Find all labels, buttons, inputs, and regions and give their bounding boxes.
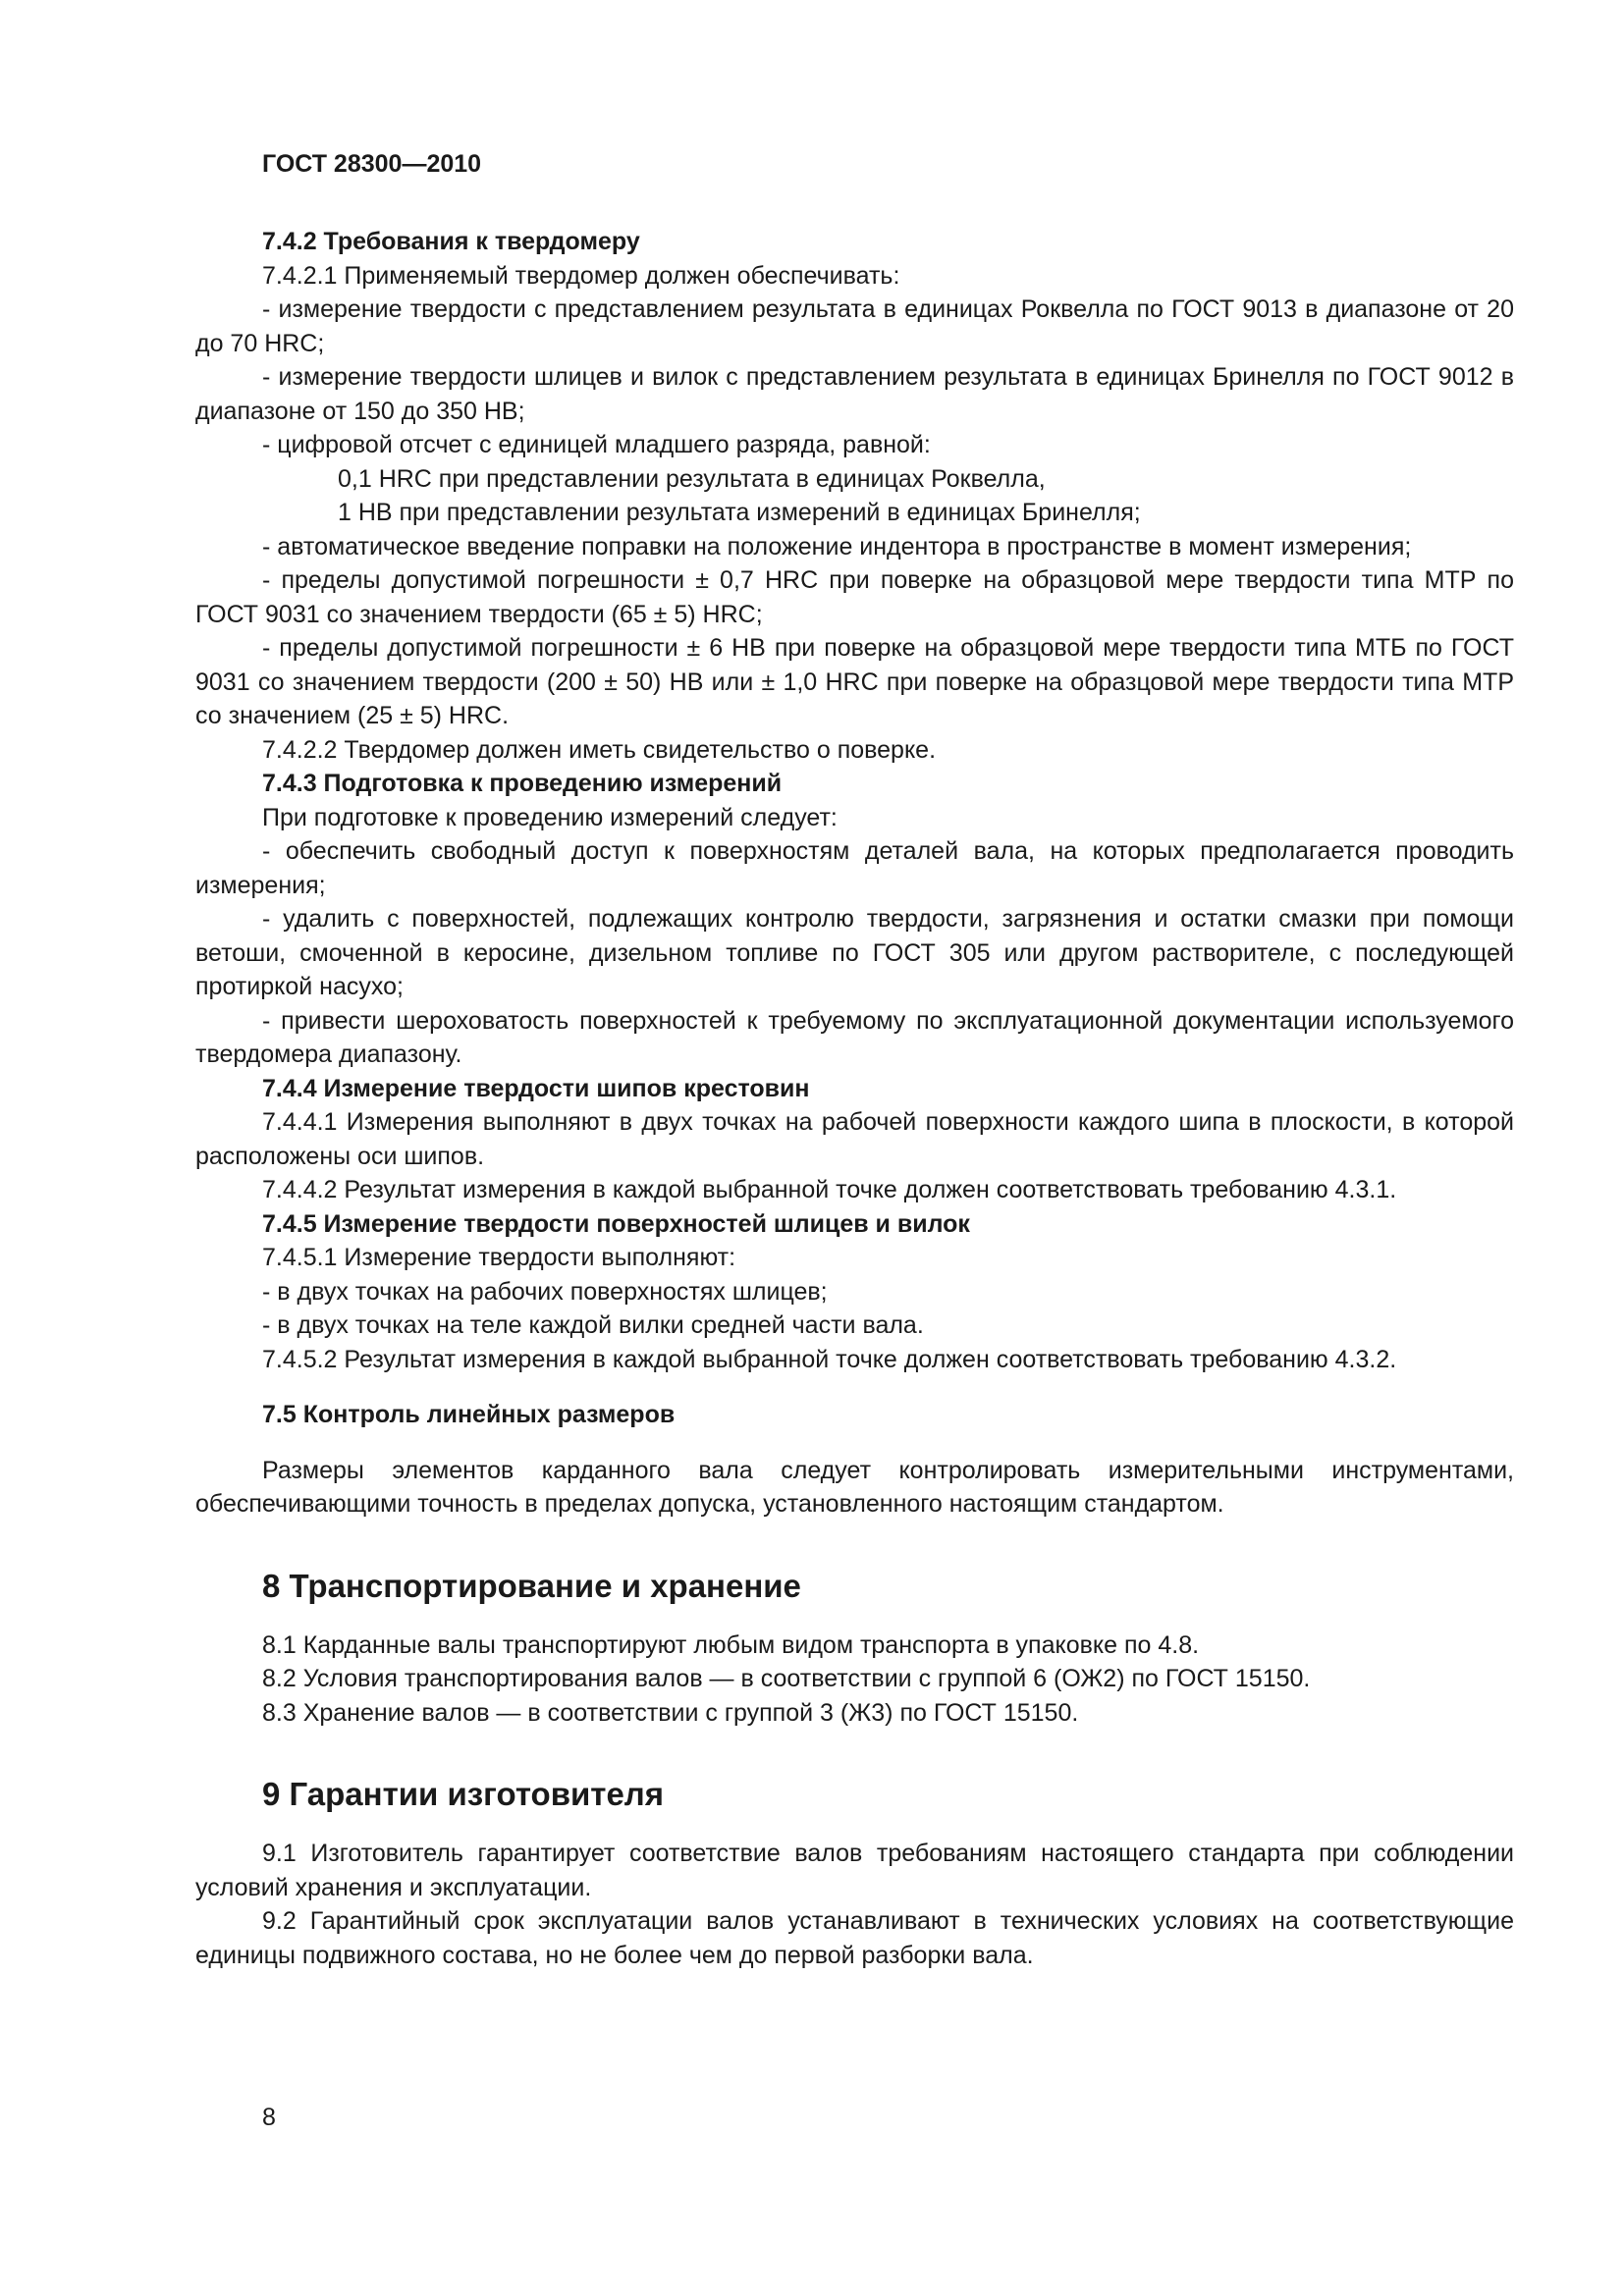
list-item: - пределы допустимой погрешности ± 6 НВ при поверке на образцовой мере твердости типа МТБ по ГОСТ 9031 со значением твердости (200 ± 50) НВ или ± 1,0 HRC при поверке на образцовой мере твердости типа МТР со значением (25 ± 5) HRC. <box>195 634 1514 729</box>
list-item: - в двух точках на рабочих поверхностях шлицев; <box>262 1277 828 1306</box>
section-heading-7-4-4: 7.4.4 Измерение твердости шипов крестовин <box>262 1074 810 1102</box>
document-standard-number: ГОСТ 28300—2010 <box>262 150 482 178</box>
paragraph: 9.1 Изготовитель гарантирует соответствие валов требованиям настоящего стандарта при соблюдении условий хранения и эксплуатации. <box>195 1840 1514 1901</box>
section-heading-7-4-5: 7.4.5 Измерение твердости поверхностей шлицев и вилок <box>262 1209 970 1238</box>
section-heading-8: 8 Транспортирование и хранение <box>262 1567 801 1604</box>
paragraph: 7.4.2.1 Применяемый твердомер должен обеспечивать: <box>262 261 900 290</box>
section-heading-7-5: 7.5 Контроль линейных размеров <box>262 1401 676 1428</box>
paragraph: 7.4.5.1 Измерение твердости выполняют: <box>262 1244 736 1271</box>
list-item: - цифровой отсчет с единицей младшего разряда, равной: <box>262 431 931 458</box>
list-item: - измерение твердости с представлением результата в единицах Роквелла по ГОСТ 9013 в диапазоне от 20 до 70 HRC; <box>195 295 1514 357</box>
list-item: - удалить с поверхностей, подлежащих контролю твердости, загрязнения и остатки смазки при помощи ветоши, смоченной в керосине, дизельном топливе по ГОСТ 305 или другом растворителе, с последующей протиркой насухо; <box>195 905 1514 1000</box>
document-body <box>195 225 1514 1972</box>
list-subitem: 0,1 HRC при представлении результата в единицах Роквелла, <box>338 464 1046 493</box>
list-item: - привести шероховатость поверхностей к требуемому по эксплуатационной документации используемого твердомера диапазону. <box>195 1006 1514 1068</box>
page-number: 8 <box>262 2104 276 2131</box>
paragraph: 7.4.4.2 Результат измерения в каждой выбранной точке должен соответствовать требованию 4.3.1. <box>262 1176 1397 1203</box>
section-heading-7-4-2: 7.4.2 Требования к твердомеру <box>262 228 640 255</box>
list-item: - в двух точках на теле каждой вилки средней части вала. <box>262 1311 924 1339</box>
section-heading-7-4-3: 7.4.3 Подготовка к проведению измерений <box>262 770 783 797</box>
list-subitem: 1 НВ при представлении результата измерений в единицах Бринелля; <box>338 499 1141 526</box>
paragraph: 7.4.5.2 Результат измерения в каждой выбранной точке должен соответствовать требованию 4.3.2. <box>262 1345 1397 1373</box>
paragraph: Размеры элементов карданного вала следует контролировать измерительными инструментами, обеспечивающими точность в пределах допуска, установленного настоящим стандартом. <box>195 1456 1514 1518</box>
list-item: - обеспечить свободный доступ к поверхностям деталей вала, на которых предполагается проводить измерения; <box>195 837 1514 899</box>
paragraph: 8.2 Условия транспортирования валов — в соответствии с группой 6 (ОЖ2) по ГОСТ 15150. <box>262 1665 1311 1692</box>
section-heading-9: 9 Гарантии изготовителя <box>262 1776 665 1812</box>
paragraph: 8.1 Карданные валы транспортируют любым видом транспорта в упаковке по 4.8. <box>262 1630 1200 1659</box>
list-item: - автоматическое введение поправки на положение индентора в пространстве в момент измерения; <box>262 532 1412 561</box>
paragraph: 7.4.4.1 Измерения выполняют в двух точках на рабочей поверхности каждого шипа в плоскости, в которой расположены оси шипов. <box>195 1108 1514 1170</box>
list-item: - измерение твердости шлицев и вилок с представлением результата в единицах Бринелля по ГОСТ 9012 в диапазоне от 150 до 350 НВ; <box>195 363 1514 425</box>
paragraph: 9.2 Гарантийный срок эксплуатации валов устанавливают в технических условиях на соответствующие единицы подвижного состава, но не более чем до первой разборки вала. <box>195 1907 1514 1969</box>
paragraph: 7.4.2.2 Твердомер должен иметь свидетельство о поверке. <box>262 735 937 764</box>
paragraph: При подготовке к проведению измерений следует: <box>262 803 838 831</box>
list-item: - пределы допустимой погрешности ± 0,7 HRC при поверке на образцовой мере твердости типа МТР по ГОСТ 9031 со значением твердости (65 ± 5) HRC; <box>195 566 1514 628</box>
paragraph: 8.3 Хранение валов — в соответствии с группой 3 (Ж3) по ГОСТ 15150. <box>262 1698 1079 1727</box>
